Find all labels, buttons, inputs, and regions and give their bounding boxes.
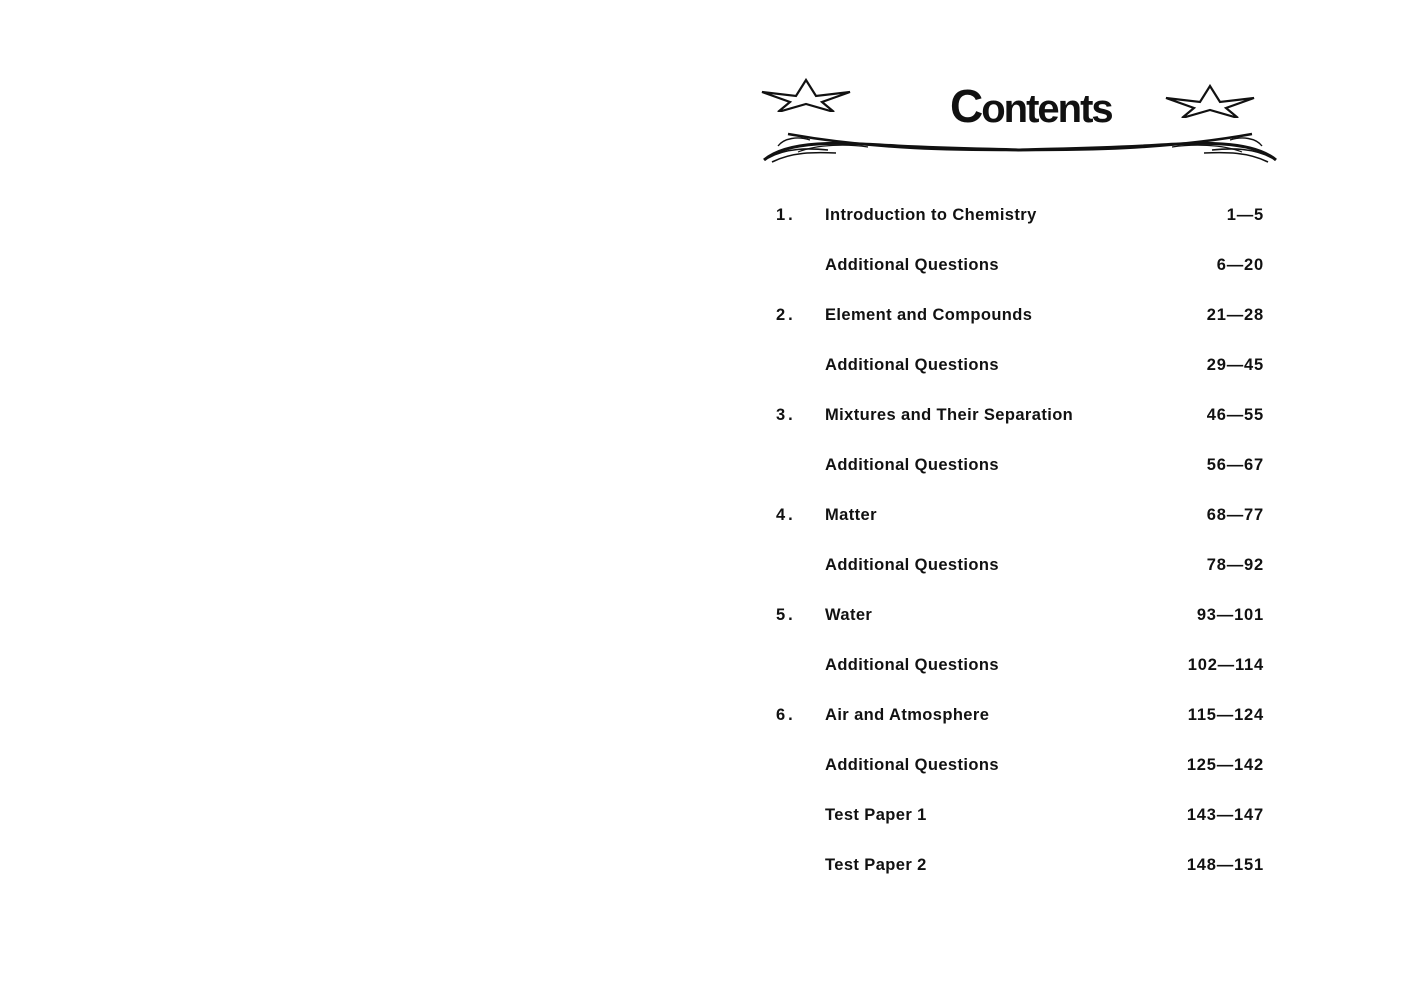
toc-entry[interactable] [774,648,1266,698]
chapter-title: Additional Questions [825,356,999,374]
toc-entry[interactable] [774,798,1266,848]
table-of-contents [774,198,1266,898]
page-range: 78—92 [1206,556,1264,574]
page-title-rest: ontents [981,87,1112,131]
chapter-title: Water [825,606,873,624]
chapter-number: 3. [776,406,796,424]
toc-entry[interactable] [774,698,1266,748]
chapter-number: 6. [776,706,796,724]
toc-entry[interactable] [774,448,1266,498]
toc-entry[interactable] [774,298,1266,348]
chapter-title: Additional Questions [825,756,999,774]
toc-entry[interactable] [774,248,1266,298]
page-range: 1—5 [1226,206,1264,224]
chapter-number: 4. [776,506,796,524]
toc-entry[interactable] [774,848,1266,898]
chapter-title: Additional Questions [825,456,999,474]
chapter-title: Additional Questions [825,556,999,574]
toc-entry[interactable] [774,748,1266,798]
page-title [950,82,1112,133]
toc-entry[interactable] [774,398,1266,448]
page-range: 115—124 [1187,706,1264,724]
chapter-title: Mixtures and Their Separation [825,406,1074,424]
page-range: 29—45 [1206,356,1264,374]
toc-entry[interactable] [774,198,1266,248]
chapter-title: Element and Compounds [825,306,1033,324]
chapter-number: 2. [776,306,796,324]
page-range: 56—67 [1206,456,1264,474]
chapter-title: Additional Questions [825,656,999,674]
chapter-title: Air and Atmosphere [825,706,990,724]
page-title-initial: C [950,80,982,132]
star-outline-icon [760,78,852,112]
page-range: 6—20 [1216,256,1264,274]
chapter-title: Matter [825,506,877,524]
page-range: 93—101 [1196,606,1264,624]
flourish-divider [758,128,1282,168]
page-range: 102—114 [1187,656,1264,674]
page-range: 148—151 [1186,856,1264,874]
chapter-number: 1. [776,206,796,224]
star-outline-icon [1164,84,1256,118]
contents-header [758,72,1282,172]
toc-entry[interactable] [774,348,1266,398]
chapter-title: Additional Questions [825,256,999,274]
page-range: 21—28 [1206,306,1264,324]
toc-entry[interactable] [774,548,1266,598]
chapter-title: Test Paper 2 [825,856,927,874]
chapter-title: Introduction to Chemistry [825,206,1037,224]
page-range: 46—55 [1206,406,1264,424]
page-range: 143—147 [1186,806,1264,824]
chapter-title: Test Paper 1 [825,806,927,824]
toc-entry[interactable] [774,598,1266,648]
chapter-number: 5. [776,606,796,624]
page-range: 125—142 [1186,756,1264,774]
page-range: 68—77 [1206,506,1264,524]
toc-entry[interactable] [774,498,1266,548]
